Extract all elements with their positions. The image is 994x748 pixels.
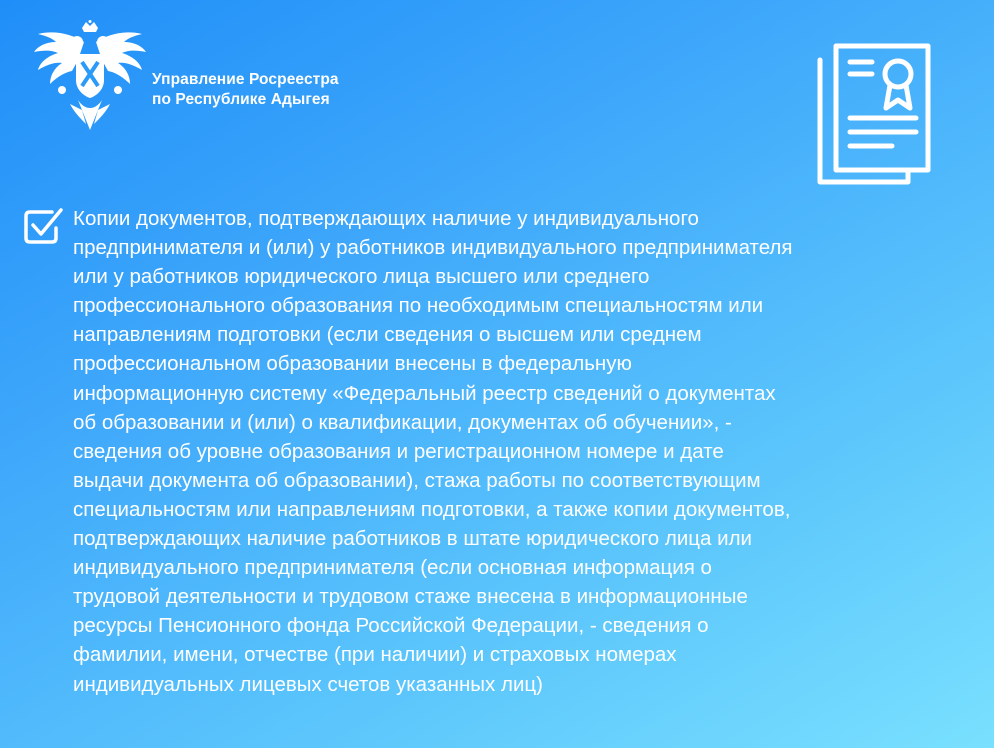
organization-name xyxy=(152,70,339,110)
organization-name-line1: Управление Росреестра xyxy=(152,71,339,88)
eagle-emblem-icon xyxy=(32,20,148,137)
certificate-document-icon xyxy=(812,40,936,193)
organization-name-line2: по Республике Адыгея xyxy=(152,91,330,108)
checkbox-checked-icon xyxy=(22,206,64,249)
main-paragraph: Копии документов, подтверждающих наличие у индивидуального предпринимателя и (или) у работников индивидуального предпринимателя или у работников юридического лица высшего или среднего профессионального образования по необходимым специальностям или направлениям подготовки (если сведения о высшем или среднем профессиональном образовании внесены в федеральную информационную систему «Федеральный реестр сведений о документах об образовании и (или) о квалификации, документах об обучении», - сведения об уровне образования и регистрационном номере и дате выдачи документа об образовании), стажа работы по соответствующим специальностям или направлениям подготовки, а также копии документов, подтверждающих наличие работников в штате юридического лица или индивидуального предпринимателя (если основная информация о трудовой деятельности и трудовом стаже внесена в информационные ресурсы Пенсионного фонда Российской Федерации, - сведения о фамилии, имени, отчестве (при наличии) и страховых номерах индивидуальных лицевых счетов указанных лиц) xyxy=(73,207,793,696)
